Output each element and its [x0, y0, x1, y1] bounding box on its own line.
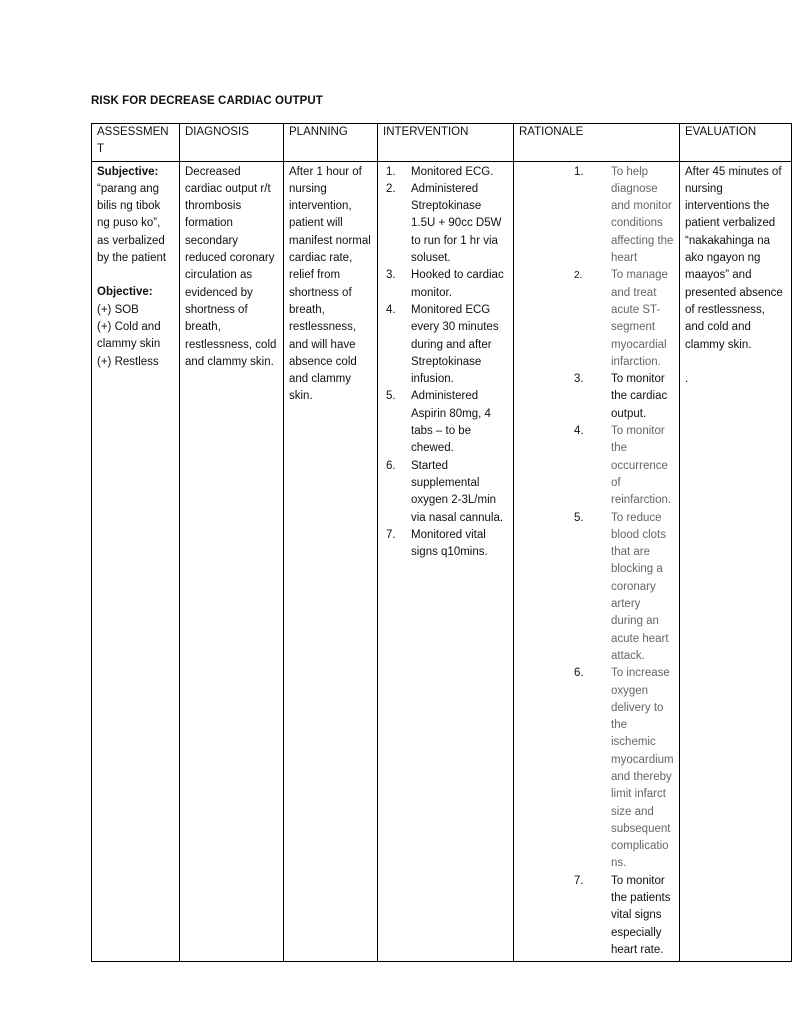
list-item: [383, 388, 508, 457]
item-text: Started supplemental oxygen 2-3L/min via nasal cannula.: [411, 459, 504, 524]
planning-cell: After 1 hour of nursing intervention, patient will manifest normal cardiac rate, relief from shortness of breath, restlessness, and will have absence cold and clammy skin.: [284, 161, 378, 962]
list-item: [519, 510, 674, 666]
item-number: 3.: [574, 373, 584, 386]
item-number: 7.: [574, 874, 584, 887]
item-number: 6.: [386, 459, 396, 472]
item-number: 4.: [574, 425, 584, 438]
evaluation-cell: [680, 161, 792, 962]
subjective-text: “parang ang bilis ng tibok ng puso ko”, as verbalized by the patient: [97, 182, 167, 265]
content-row: [92, 161, 792, 962]
list-item: [383, 302, 508, 388]
subjective-label: Subjective:: [97, 165, 159, 178]
item-text: To monitor the patients vital signs especially heart rate.: [611, 874, 671, 956]
item-text: To help diagnose and monitor conditions affecting the heart: [611, 165, 674, 265]
header-row: [92, 124, 792, 162]
list-item: [519, 423, 674, 509]
item-text: Administered Streptokinase 1.5U + 90cc D5W to run for 1 hr via soluset.: [411, 182, 502, 265]
objective-item: (+) Cold and clammy skin: [97, 320, 161, 351]
spacer: [685, 354, 786, 371]
list-item: [519, 267, 674, 371]
item-number: 3.: [386, 269, 396, 282]
item-number: 5.: [574, 511, 584, 524]
evaluation-text: After 45 minutes of nursing interventions the patient verbalized “nakakahinga na ako ngayon ng maayos” and presented absence of restlessness, and cold and clammy skin.: [685, 165, 783, 351]
item-text: Monitored ECG every 30 minutes during and after Streptokinase infusion.: [411, 303, 499, 386]
item-number: 2.: [574, 270, 583, 282]
list-item: [383, 164, 508, 181]
header-intervention: INTERVENTION: [378, 124, 514, 162]
header-diagnosis: DIAGNOSIS: [180, 124, 284, 162]
list-item: [383, 267, 508, 302]
item-number: 2.: [386, 182, 396, 195]
list-item: [383, 458, 508, 527]
item-number: 1.: [386, 165, 396, 178]
spacer: [97, 267, 174, 284]
assessment-cell: [92, 161, 180, 962]
list-item: [519, 371, 674, 423]
list-item: [383, 181, 508, 267]
item-number: 4.: [386, 303, 396, 316]
item-number: 1.: [574, 165, 584, 178]
item-text: Hooked to cardiac monitor.: [411, 269, 504, 299]
list-item: [519, 873, 674, 959]
document-title: RISK FOR DECREASE CARDIAC OUTPUT: [91, 95, 323, 107]
header-assessment: ASSESSMEN T: [92, 124, 180, 162]
objective-label: Objective:: [97, 286, 153, 299]
evaluation-trailing: .: [685, 372, 689, 385]
list-item: [519, 665, 674, 873]
item-text: Administered Aspirin 80mg, 4 tabs – to be chewed.: [411, 390, 491, 455]
item-number: 7.: [386, 528, 396, 541]
rationale-cell: [514, 161, 680, 962]
item-text: To increase oxygen delivery to the ischemic myocardium and thereby limit infarct size and subsequent complications.: [611, 667, 674, 870]
header-planning: PLANNING: [284, 124, 378, 162]
item-text: To monitor the cardiac output.: [611, 373, 668, 420]
list-item: [519, 164, 674, 268]
objective-item: (+) Restless: [97, 355, 159, 368]
diagnosis-cell: Decreased cardiac output r/t thrombosis formation secondary reduced coronary circulation as evidenced by shortness of breath, restlessness, cold and clammy skin.: [180, 161, 284, 962]
item-text: To monitor the occurrence of reinfarction.: [611, 425, 672, 507]
header-rationale: RATIONALE: [514, 124, 680, 162]
list-item: [383, 527, 508, 562]
item-number: 6.: [574, 667, 584, 680]
care-plan-table: [91, 123, 792, 962]
intervention-cell: [378, 161, 514, 962]
objective-item: (+) SOB: [97, 303, 139, 316]
item-text: Monitored vital signs q10mins.: [411, 528, 488, 559]
header-evaluation: EVALUATION: [680, 124, 792, 162]
item-text: Monitored ECG.: [411, 165, 494, 178]
item-number: 5.: [386, 390, 396, 403]
item-text: To manage and treat acute ST-segment myocardial infarction.: [611, 269, 668, 368]
item-text: To reduce blood clots that are blocking a coronary artery during an acute heart attack.: [611, 511, 669, 662]
